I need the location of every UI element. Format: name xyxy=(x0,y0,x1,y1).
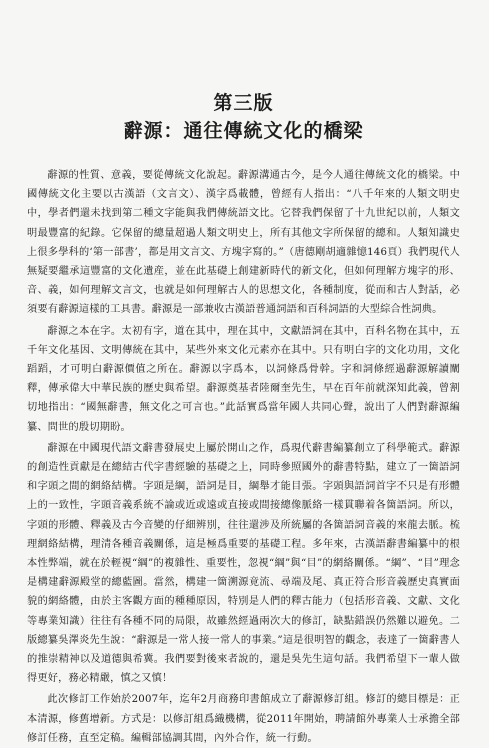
paragraph-3: 辭源在中國現代語文辭書發展史上屬於開山之作，爲現代辭書編纂創立了科學範式。辭源的創造性貢獻是在總結古代字書經驗的基礎之上，同時參照國外的辭書特點，建立了一箇語詞和字頭之間的網絡結構。字頭是綱，語詞是目，綱舉才能目張。字頭與語詞首字不只是有形體上的一致性，字頭音義系統不論或近或遠或直接或間接總像脈絡一樣貫聯着各箇語詞。所以，字頭的形體、釋義及古今音變的仔細辨別，往往還涉及所統屬的各箇語詞音義的來龍去脈。梳理網絡結構，理清各種音義關係，這是極爲重要的基礎工程。多年來，古漢語辭書編纂中的根本性弊端，就在於輕視“綱”的複雜性、重要性，忽視“綱”與“目”的網絡關係。“綱”、“目”理念是構建辭源殿堂的總藍圖。當然，構建一箇溯源竟流、尋端及尾、真正符合形音義歷史真實面貌的網絡體，由於主客觀方面的種種原因，特別是人們的釋古能力（包括形音義、文獻、文化等專業知識）往往有各種不同的局限，故雖然經過兩次大的修訂，缺點錯誤仍然難以避免。二版總纂吳澤炎先生說：“辭源是一常人接一常人的事業。”這是很明智的觀念，表達了一箇辭書人的推崇精神以及道德與希冀。我們要對後來者說的，還是吳先生這句話。我們希望下一輩人做得更好，務必精嚴，慎之又慎！ xyxy=(27,442,460,685)
paragraph-1: 辭源的性質、意義，要從傳統文化說起。辭源溝通古今，是今人通往傳統文化的橋梁。中國傳統文化主要以古漢語（文言文）、漢字爲載體，曾經有人指出：“八千年來的人類文明史中，學者們還未找到第二種文字能與我們傳統語文比。它替我們保留了十九世紀以前，人類文明最豐富的紀錄。它保留的總量超過人類文明史上，所有其他文字所保留的總和。人類知識史上很多學科的‘第一部書’，都是用文言文、方塊字寫的。”（唐德剛胡適雜憶146頁）我們現代人無疑要繼承這豐富的文化遺産，並在此基礎上創建新時代的新文化，但如何理解方塊字的形、音、義，如何理解文言文，也就是如何理解古人的思想文化，各種制度，從而和古人對話，必須要有辭源這樣的工具書。辭源是一部兼收古漢語普通詞語和百科詞語的大型綜合性詞典。 xyxy=(27,170,460,316)
page-title: 辭源：通往傳統文化的橋梁 xyxy=(123,120,364,142)
edition-heading: 第三版 xyxy=(213,92,274,114)
paragraph-2: 辭源之本在字。太初有字，道在其中，理在其中，文獻語詞在其中，百科名物在其中，五千年文化基因、文明傳統在其中，某些外來文化元素亦在其中。只有明白字的文化功用，文化蹈蹈，才可明白辭源價值之所在。辭源以字爲本，以詞條爲骨幹。字和詞條經過辭源解讀闡釋，傳承偉大中華民族的歷史與希望。辭源奠基者陸爾奎先生，早在百年前就深知此義，曾割切地指出：“國無辭書，無文化之可言也。”此話實爲當年國人共同心聲，說出了人們對辭源編纂、問世的殷切期盼。 xyxy=(27,325,460,433)
paragraph-4: 此次修訂工作始於2007年，迄年2月商務印書館成立了辭源修訂組。修訂的總目標是：正本清源，修舊增新。方式是：以修訂組爲織機構，從2011年開始，聘請館外專業人士承擔全部修訂任務，直至定稿。編輯部協調其間，內外合作，統一行動。 xyxy=(27,694,460,744)
